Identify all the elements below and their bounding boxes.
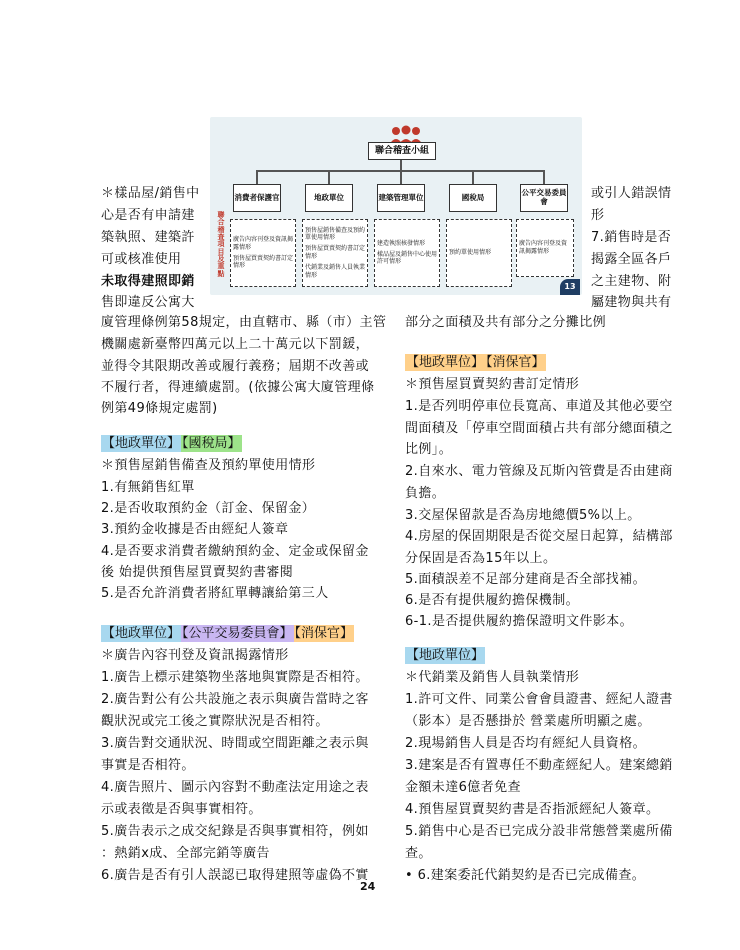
connector [543,170,545,184]
tag-land-admin: 【地政單位】 [406,355,485,370]
text-line: 分保固是否為15年以上。 [405,551,557,566]
text-line: 可或核准使用 [101,252,182,267]
dept-items-box [374,219,440,287]
dept-item: 廣告內容刊登及資訊揭露情形 [233,235,294,251]
section-tags [405,353,546,373]
tag-consumer-officer: 【消保官】 [294,626,354,641]
text-line: ＊預售屋買賣契約書訂定情形 [405,377,580,392]
text-line: 示或表徵是否與事實相符。 [101,802,262,817]
text-line: 6.廣告是否有引人誤認已取得建照等虛偽不實 [101,868,369,883]
text-line: 5.面積誤差不足部分建商是否全部找補。 [405,572,647,587]
text-line: 4.預售屋買賣契約書是否指派經紀人簽章。 [405,802,660,817]
text-line: 2.自來水、電力管線及瓦斯內管費是否由建商 [405,464,673,479]
dept-consumer-protection: 消費者保護官 [233,184,281,212]
text-line: 5.銷售中心是否已完成分設非常態營業處所備 [405,824,673,839]
text-line: 部分之面積及共有部分之分攤比例 [405,315,607,330]
text-line: 屬建物與共有 [591,295,672,310]
org-root-box: 聯合稽查小組 [368,142,436,160]
connector [256,170,258,184]
text-line: 3.廣告對交通狀況、時間或空間距離之表示與 [101,736,369,751]
text-line: 不履行者，得連續處罰。(依據公寓大廈管理條 [101,380,375,395]
connector [472,170,474,184]
text-line: ＊預售屋銷售備查及預約單使用情形 [101,458,316,473]
text-line: 7.銷售時是否 [591,230,672,245]
text-line: 比例」。 [405,442,453,457]
dept-item: 預約單使用情形 [449,249,492,257]
dept-items-box [446,219,512,287]
dept-item: 廣告內容刊登及資訊揭露情形 [519,240,568,255]
text-line: 2.現場銷售人員是否均有經紀人員資格。 [405,736,647,751]
text-line-bold: 未取得建照即銷 [101,274,195,289]
text-line: 形 [591,208,605,223]
figure-page-badge: 13 [560,279,580,295]
dept-land-admin: 地政單位 [305,184,353,212]
text-line: 負擔。 [405,486,446,501]
dept-item: 樣品屋及銷售中心使用許可情形 [377,250,438,266]
text-line: 3.建案是否有置專任不動產經紀人。建案總銷 [405,758,673,773]
connector [400,160,402,170]
text-line: 4.是否要求消費者繳納預約金、定金或保留金 [101,544,369,559]
connector [400,170,402,184]
dept-tax-bureau: 國稅局 [449,184,497,212]
tag-land-admin: 【地政單位】 [102,626,181,641]
text-line: 間面積及「停車空間面積占共有部分總面積之 [405,421,674,436]
text-line: 之主建物、附 [591,274,672,289]
text-line: （影本）是否懸掛於 營業處所明顯之處。 [405,714,651,729]
dept-items-box [302,219,368,287]
text-line: • 6.建案委託代銷契約是否已完成備查。 [405,868,646,883]
text-line: 2.廣告對公有公共設施之表示與廣告當時之客 [101,692,369,707]
page-number: 24 [360,880,376,893]
text-line: 1.廣告上標示建築物坐落地與實際是否相符。 [101,670,369,685]
section-tags [405,646,485,666]
text-line: 廈管理條例第58規定，由直轄市、縣（市）主管 [101,315,387,330]
text-line: 事實是否相符。 [101,758,195,773]
tag-land-admin: 【地政單位】 [406,648,485,663]
text-line: 揭露全區各戶 [591,252,672,267]
text-line: 例第49條規定處罰) [101,401,218,416]
org-chart-figure [210,117,582,295]
text-line: 機關處新臺幣四萬元以上二十萬元以下罰鍰， [101,337,370,352]
dept-items-box [516,219,574,277]
dept-item: 預售屋銷售備查及預約單使用情形 [305,226,366,242]
text-line: 2.是否收取預約金（訂金、保留金） [101,501,316,516]
tag-tax-bureau: 【國稅局】 [182,436,241,451]
text-line: 1.許可文件、同業公會會員證書、經紀人證書 [405,692,673,707]
text-line: 4.房屋的保固期限是否從交屋日起算，結構部 [405,529,673,544]
dept-item: 預售屋買賣契約書訂定情形 [305,245,366,260]
text-line: 售即違反公寓大 [101,295,195,310]
text-line: 築執照、建築許 [101,230,195,245]
text-line: 並得令其限期改善或履行義務；屆期不改善或 [101,359,370,374]
text-line: 3.交屋保留款是否為房地總價5%以上。 [405,508,641,523]
dept-items-box [230,219,296,287]
tag-consumer-officer: 【消保官】 [486,355,545,370]
side-label: 聯合稽查項目及重點 [217,211,225,278]
text-line: 4.廣告照片、圖示內容對不動產法定用途之表 [101,780,369,795]
text-line: 6-1.是否提供履約擔保證明文件影本。 [405,614,633,629]
text-line: 6.是否有提供履約擔保機制。 [405,593,580,608]
dept-fair-trade: 公平交易委員會 [520,184,568,212]
text-line: ：熱銷x成、全部完銷等廣告 [101,846,270,861]
dept-item: 預售屋買賣契約書訂定情形 [233,254,294,270]
text-line: 金額未達6億者免查 [405,780,521,795]
text-line: 5.廣告表示之成交紀錄是否與事實相符，例如 [101,824,369,839]
text-line: 或引人錯誤情 [591,186,672,201]
text-line: 3.預約金收據是否由經紀人簽章 [101,522,289,537]
text-line: 5.是否允許消費者將紅單轉讓給第三人 [101,586,329,601]
tag-land-admin: 【地政單位】 [102,436,181,451]
connector [328,170,330,184]
text-line: ＊樣品屋/銷售中 [101,186,200,201]
text-line: ＊廣告內容刊登及資訊揭露情形 [101,648,289,663]
tag-fair-trade: 【公平交易委員會】 [182,626,293,641]
text-line: 1.有無銷售紅單 [101,480,195,495]
dept-item: 代銷業及銷售人員執業情形 [305,263,366,279]
text-line: 查。 [405,846,432,861]
dept-building-admin: 建築管理單位 [377,184,425,212]
text-line: 後 始提供預售屋買賣契約書審閱 [101,565,294,580]
text-line: 觀狀況或完工後之實際狀況是否相符。 [101,714,329,729]
section-tags [101,624,354,644]
section-tags [101,434,242,454]
dept-item: 建造執照核發情形 [377,239,426,247]
text-line: 1.是否列明停車位長寬高、車道及其他必要空 [405,399,673,414]
text-line: ＊代銷業及銷售人員執業情形 [405,670,580,685]
text-line: 心是否有申請建 [101,208,195,223]
